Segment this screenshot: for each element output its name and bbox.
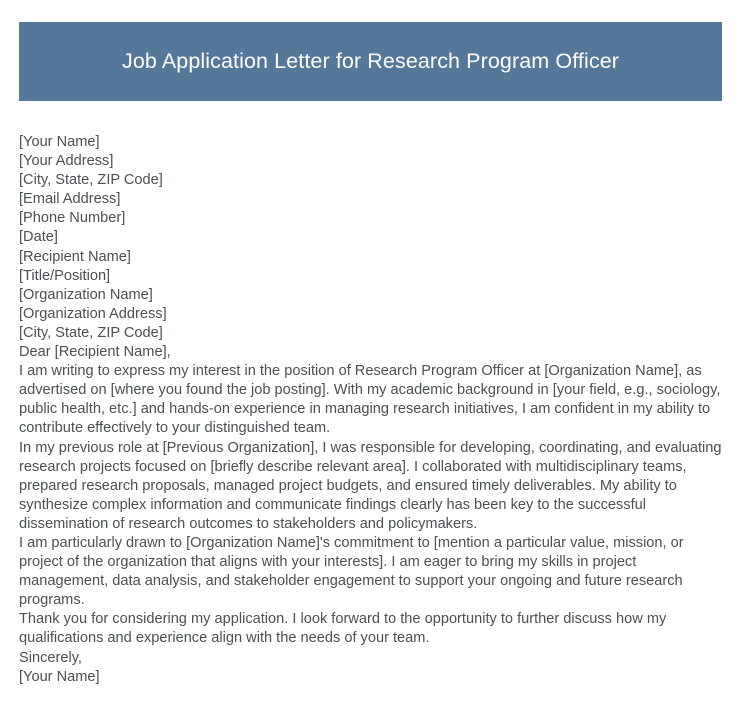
letter-line-recipient-name: [Recipient Name] <box>19 248 131 265</box>
letter-line-recipient-title: [Title/Position] <box>19 267 111 284</box>
letter-paragraph-intro: I am writing to express my interest in the position of Research Program Officer at [Organization Name], as advertised on [where you found the job posting]. With my academic background in [your field, e.g., sociology, public health, etc.] and hands-on experience in managing research initiatives, I am confident in my ability to contribute effectively to your distinguished team. <box>19 363 725 437</box>
letter-line-salutation: Dear [Recipient Name], <box>19 344 171 361</box>
letter-line-sender-address: [Your Address] <box>19 153 114 170</box>
letter-line-signoff: Sincerely, <box>19 649 82 666</box>
letter-line-sender-name: [Your Name] <box>19 134 100 150</box>
letter-line-signature-name: [Your Name] <box>19 668 100 685</box>
letter-paragraph-closing: Thank you for considering my application. I look forward to the opportunity to further discuss how my qualifications and experience align with the needs of your team. <box>19 611 671 647</box>
document-header-banner <box>19 22 722 101</box>
letter-line-date: [Date] <box>19 229 58 246</box>
letter-line-sender-email: [Email Address] <box>19 191 121 208</box>
letter-body <box>19 133 726 687</box>
page-title: Job Application Letter for Research Program Officer <box>121 48 620 73</box>
letter-line-organization-address: [Organization Address] <box>19 305 167 322</box>
letter-line-organization-name: [Organization Name] <box>19 286 153 303</box>
letter-line-sender-city: [City, State, ZIP Code] <box>19 172 163 189</box>
letter-paragraph-motivation: I am particularly drawn to [Organization Name]'s commitment to [mention a particular value, mission, or project of the organization that aligns with your interests]. I am eager to bring my skills in project management, data analysis, and stakeholder engagement to support your ongoing and future research programs. <box>19 534 688 609</box>
letter-paragraph-experience: In my previous role at [Previous Organization], I was responsible for developing, coordinating, and evaluating research projects focused on [briefly describe relevant area]. I collaborated with multidisciplinary teams, prepared research proposals, managed project budgets, and ensured timely deliverables. My ability to synthesize complex information and communicate findings clearly has been key to the successful dissemination of research outcomes to stakeholders and policymakers. <box>19 439 726 532</box>
letter-line-sender-phone: [Phone Number] <box>19 210 126 227</box>
letter-line-organization-city: [City, State, ZIP Code] <box>19 324 163 341</box>
